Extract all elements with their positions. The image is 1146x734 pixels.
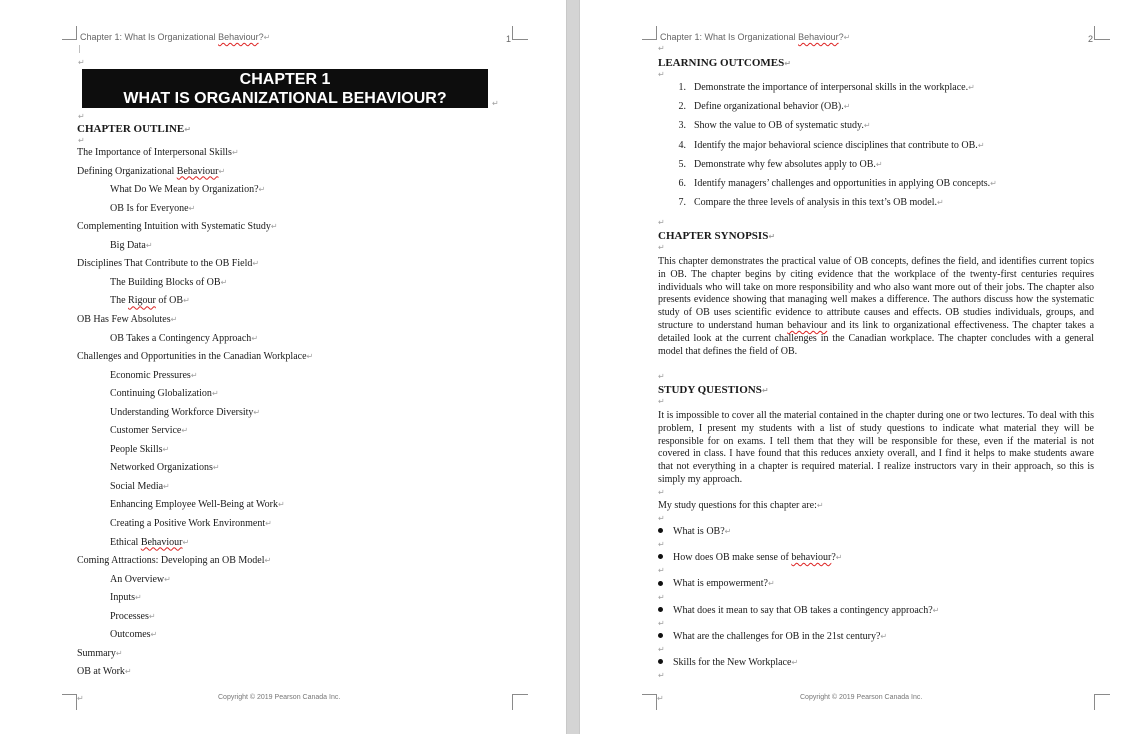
outline-item-text: Social Media [110,480,164,492]
learning-outcome-item[interactable] [670,197,944,208]
page-number: 1 [506,34,512,44]
list-number: 7. [678,197,686,209]
paragraph-mark: ↵ [658,44,665,53]
paragraph-mark: ↵ [231,148,239,157]
study-question-text: What does it mean to say that OB takes a contingency approach? [673,604,933,616]
paragraph-mark: ↵ [658,243,665,252]
outline-item-text: OB at Work [77,666,125,678]
paragraph-mark: ↵ [135,593,142,603]
study-question-text: Skills for the New Workplace [673,657,792,668]
paragraph-mark: ↵ [78,58,85,67]
outline-subitem[interactable] [110,611,156,622]
outline-item-text: Creating a Positive Work Environment [110,518,266,529]
outline-item-text: OB Is for Everyone [110,202,189,214]
chapter-title: WHAT IS ORGANIZATIONAL BEHAVIOUR? [123,90,447,107]
outline-item-text: What Do We Mean by Organization? [110,184,259,196]
page-header[interactable] [660,32,850,42]
paragraph-mark: ↵ [724,527,732,536]
study-question-text: What is empowerment? [673,578,768,590]
outline-item-text: Challenges and Opportunities in the Canadian Workplace [77,351,307,363]
outline-subitem[interactable] [110,203,195,214]
learning-outcome-item[interactable] [670,178,997,189]
outline-subitem[interactable] [110,388,219,399]
paragraph-mark: ↵ [977,140,985,150]
outline-item-text: Networked Organizations [110,462,213,474]
outline-item-text: Inputs [110,592,135,604]
paragraph-mark: ↵ [115,648,123,658]
outline-item[interactable] [77,648,123,659]
outline-item[interactable] [77,147,239,158]
paragraph-mark: ↵ [150,630,158,640]
outline-item-text: The Importance of Interpersonal Skills [77,147,232,158]
outline-item[interactable] [77,666,132,677]
paragraph-mark: ↵ [658,488,665,497]
outline-subitem[interactable] [110,295,190,306]
page-footer: Copyright © 2019 Pearson Canada Inc. [218,694,341,701]
document-page-1 [0,0,566,734]
study-question-text: What is OB? [673,526,725,537]
paragraph-mark: ↵ [270,222,278,232]
paragraph-mark: ↵ [188,203,196,213]
outline-item-text: Customer Service [110,425,182,437]
paragraph-mark: ↵ [658,372,665,381]
paragraph-mark: ↵ [184,125,191,134]
crop-mark [512,39,528,40]
learning-outcome-text: Identify managers’ challenges and opportunities in applying OB concepts. [694,178,991,189]
list-number: 4. [678,139,686,151]
study-question-item[interactable] [658,631,887,642]
outline-subitem[interactable] [110,277,227,288]
text-cursor: | [78,44,81,53]
learning-outcome-text: Show the value to OB of systematic study. [694,120,864,132]
learning-outcome-item[interactable] [670,140,985,151]
study-question-item[interactable] [658,657,798,668]
crop-mark [642,39,657,40]
page-number: 2 [1088,34,1094,44]
study-intro[interactable] [658,500,824,511]
paragraph-mark: ↵ [77,694,84,703]
paragraph-mark: ↵ [212,463,220,473]
paragraph-mark: ↵ [162,444,170,454]
paragraph-mark: ↵ [253,407,261,417]
crop-mark [62,694,77,695]
learning-outcome-text: Identify the major behavioral science disciplines that contribute to OB. [694,139,978,151]
study-question-text: How does OB make sense of behaviour? [673,552,836,564]
crop-mark [512,694,528,695]
crop-mark [1094,39,1110,40]
outline-item-text: Coming Attractions: Developing an OB Model [77,555,265,567]
learning-outcome-item[interactable] [670,82,975,93]
paragraph-mark: ↵ [658,671,665,681]
outline-item-text: Processes [110,610,149,622]
learning-outcome-item[interactable] [670,101,850,112]
chapter-title-banner [82,69,488,108]
synopsis-title[interactable] [658,230,775,242]
outline-item-text: The Rigour of OB [110,295,184,307]
outline-subitem[interactable] [110,240,153,251]
crop-mark [1094,26,1095,40]
crop-mark [656,26,657,40]
paragraph-mark: ↵ [170,314,178,324]
outline-item[interactable] [77,314,177,325]
outline-subitem[interactable] [110,592,142,603]
outline-subitem[interactable] [110,444,169,455]
outline-subitem[interactable] [110,499,285,510]
paragraph-mark: ↵ [263,33,271,42]
outline-item-text: The Building Blocks of OB [110,276,221,288]
crop-mark [642,694,657,695]
paragraph-mark: ↵ [816,501,824,510]
paragraph-mark: ↵ [932,605,940,615]
paragraph-mark: ↵ [658,540,665,550]
chapter-number: CHAPTER 1 [239,71,331,88]
paragraph-mark: ↵ [658,70,665,79]
paragraph-mark: ↵ [277,500,285,510]
outline-item[interactable] [77,555,271,566]
learning-outcome-item[interactable] [670,159,883,170]
paragraph-mark: ↵ [658,618,665,628]
study-intro-text: My study questions for this chapter are: [658,500,817,511]
outline-subitem[interactable] [110,333,258,344]
paragraph-mark: ↵ [78,136,85,145]
paragraph-mark: ↵ [990,179,997,188]
outline-subitem[interactable] [110,407,260,418]
outline-subitem[interactable] [110,370,198,381]
outline-item-text: People Skills [110,443,163,455]
study-question-item[interactable] [658,605,939,616]
paragraph-mark: ↵ [265,519,272,528]
outline-subitem[interactable] [110,462,220,473]
study-question-text: What are the challenges for OB in the 21st century? [673,630,881,642]
outline-item-text: Economic Pressures [110,369,191,381]
outline-item-text: Enhancing Employee Well-Being at Work [110,499,278,511]
outline-item-text: Disciplines That Contribute to the OB Field [77,258,253,270]
paragraph-mark: ↵ [843,33,851,42]
page-gutter [566,0,580,734]
paragraph-mark: ↵ [306,352,314,362]
outline-item-text: Big Data [110,239,146,251]
paragraph-mark: ↵ [183,296,190,306]
outline-title-text: CHAPTER OUTLINE [77,123,185,135]
outline-subitem[interactable] [110,629,157,640]
document-page-2 [580,0,1146,734]
paragraph-mark: ↵ [767,579,775,589]
bullet-icon [658,554,663,559]
crop-mark [76,26,77,40]
paragraph-mark: ↵ [657,694,664,703]
outline-title[interactable] [77,123,191,135]
bullet-icon [658,581,663,586]
list-number: 5. [678,158,686,170]
crop-mark [512,26,513,40]
paragraph-mark: ↵ [492,99,499,108]
study-question-item[interactable] [658,526,731,537]
crop-mark [1094,694,1095,710]
paragraph-mark: ↵ [875,159,883,169]
list-number: 1. [678,82,686,93]
paragraph-mark: ↵ [252,259,260,269]
paragraph-mark: ↵ [843,102,851,112]
outline-subitem[interactable] [110,425,188,436]
learning-outcome-text: Compare the three levels of analysis in this text’s OB model. [694,197,938,209]
learning-outcome-text: Demonstrate the importance of interpersonal skills in the workplace. [694,82,969,93]
paragraph-mark: ↵ [658,592,665,602]
outline-subitem[interactable] [110,518,272,529]
crop-mark [62,39,77,40]
paragraph-mark: ↵ [211,389,219,399]
paragraph-mark: ↵ [880,631,888,641]
paragraph-mark: ↵ [658,645,665,654]
bullet-icon [658,528,663,533]
page-footer: Copyright © 2019 Pearson Canada Inc. [800,694,923,701]
paragraph-mark: ↵ [658,514,665,523]
paragraph-mark: ↵ [218,166,226,176]
learning-outcome-item[interactable] [670,120,871,131]
paragraph-mark: ↵ [264,556,272,566]
paragraph-mark: ↵ [181,426,189,436]
outline-subitem[interactable] [110,481,170,492]
outline-item-text: Continuing Globalization [110,388,212,400]
outline-item-text: OB Takes a Contingency Approach [110,332,252,344]
paragraph-mark: ↵ [658,218,665,227]
paragraph-mark: ↵ [220,277,228,287]
outline-item[interactable] [77,166,225,177]
outline-item-text: Outcomes [110,629,151,641]
outline-item[interactable] [77,221,278,232]
paragraph-mark: ↵ [251,333,259,343]
paragraph-mark: ↵ [768,232,776,241]
paragraph-mark: ↵ [78,112,85,121]
paragraph-mark: ↵ [937,198,944,208]
outline-item-text: Understanding Workforce Diversity [110,406,254,418]
header-text: Chapter 1: What Is Organizational Behaviour? [80,32,264,42]
list-number: 6. [678,178,686,189]
outline-item[interactable] [77,351,313,362]
paragraph-mark: ↵ [658,566,665,576]
list-number: 3. [678,120,686,132]
study-question-item[interactable] [658,578,775,589]
learning-outcomes-title-text: LEARNING OUTCOMES [658,57,785,69]
crop-mark [512,694,513,710]
study-paragraph[interactable]: It is impossible to cover all the material contained in the chapter during one or two lectures. To deal with this problem, I present my students with a list of study questions to indicate what material they will be responsible for on exams. I tell them that they will be responsible for these, even if the material is not covered in class. I have found that this reduces anxiety overall, and I find it helps to make students aware that not everything in a chapter is required material. I realize instructors vary in their approach, so this is simply my approach. [658,410,1094,485]
paragraph-mark: ↵ [835,553,843,563]
study-questions-title-text: STUDY QUESTIONS [658,384,762,396]
bullet-icon [658,659,663,664]
outline-item-text: Complementing Intuition with Systematic Study [77,221,271,233]
bullet-icon [658,633,663,638]
outline-subitem[interactable] [110,184,265,195]
page-header[interactable] [80,32,270,42]
outline-item-text: OB Has Few Absolutes [77,313,171,325]
paragraph-mark: ↵ [124,667,132,677]
study-question-item[interactable] [658,552,842,563]
paragraph-mark: ↵ [164,574,171,584]
learning-outcome-text: Demonstrate why few absolutes apply to OB. [694,158,876,170]
paragraph-mark: ↵ [182,537,190,547]
paragraph-mark: ↵ [190,370,198,380]
outline-item-text: An Overview [110,573,165,585]
paragraph-mark: ↵ [791,658,799,667]
outline-subitem[interactable] [110,537,189,548]
study-questions-title[interactable] [658,384,769,396]
paragraph-mark: ↵ [968,83,975,92]
outline-item-text: Summary [77,647,116,659]
synopsis-title-text: CHAPTER SYNOPSIS [658,230,769,242]
learning-outcome-text: Define organizational behavior (OB). [694,101,844,113]
bullet-icon [658,607,663,612]
outline-item-text: Defining Organizational Behaviour [77,165,219,177]
outline-item[interactable] [77,258,259,269]
paragraph-mark: ↵ [863,121,871,131]
outline-item-text: Ethical Behaviour [110,536,183,548]
paragraph-mark: ↵ [163,481,170,491]
synopsis-paragraph[interactable]: This chapter demonstrates the practical value of OB concepts, defines the field, and identifies current topics in OB. The chapter begins by citing evidence that the workplace of the twenty-first centuries requires individuals who will take on more responsibility and who also want more out of their jobs. The chapter also presents evidence showing that managing well makes a difference. The authors discuss how the systematic study of OB uses scientific evidence to attribute causes and effects. OB studies individuals, groups, and structure to understand human behaviour and its link to organizational effectiveness. The chapter takes a detailed look at the current challenges in the Canadian workplace. The chapter concludes with a general model that defines the field of OB. [658,256,1095,357]
paragraph-mark: ↵ [784,59,791,68]
paragraph-mark: ↵ [148,611,156,621]
learning-outcomes-title[interactable] [658,57,791,69]
paragraph-mark: ↵ [658,397,665,406]
list-number: 2. [678,101,686,113]
paragraph-mark: ↵ [761,386,769,395]
header-text: Chapter 1: What Is Organizational Behaviour? [660,32,844,42]
outline-subitem[interactable] [110,574,171,585]
crop-mark [1094,694,1110,695]
paragraph-mark: ↵ [145,240,153,250]
paragraph-mark: ↵ [258,185,266,195]
